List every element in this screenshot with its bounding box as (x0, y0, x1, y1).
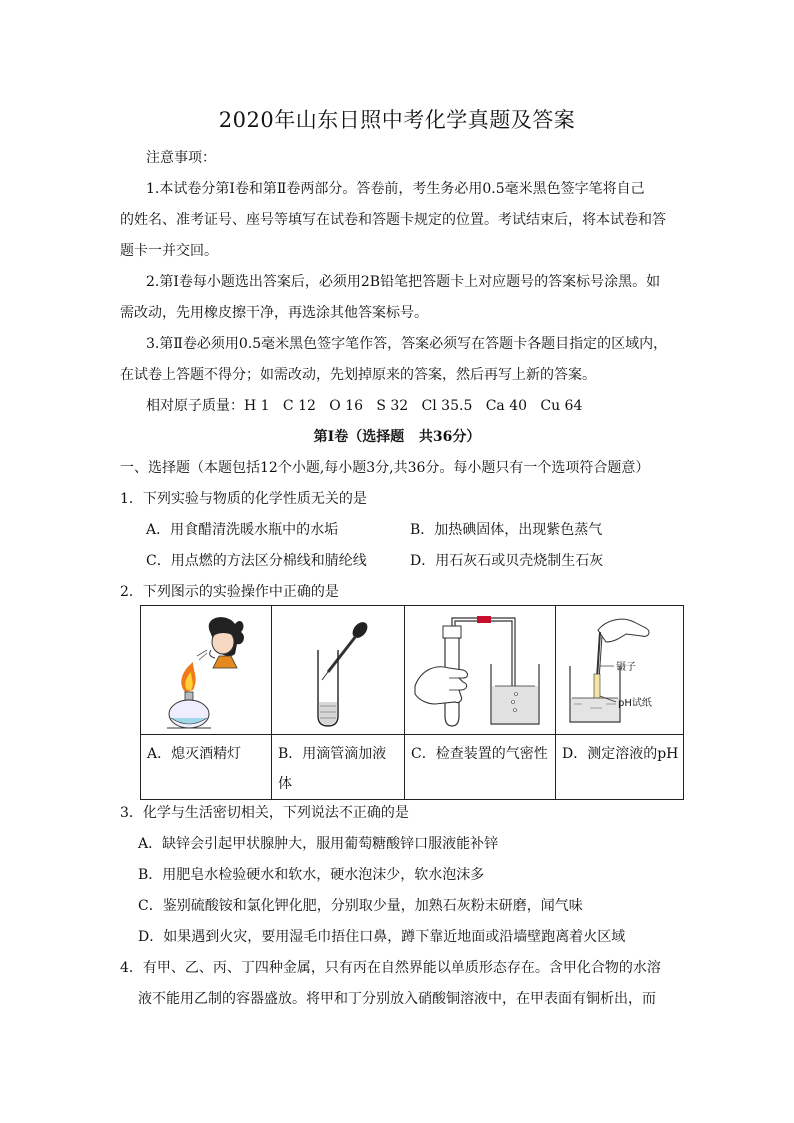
q1-option-c[interactable]: C．用点燃的方法区分棉线和腈纶线 (146, 553, 367, 569)
q3-option-d[interactable]: D．如果遇到火灾，要用湿毛巾捂住口鼻，蹲下靠近地面或沿墙壁跑离着火区域 (138, 929, 626, 945)
q3-option-c[interactable]: C．鉴别硫酸铵和氯化钾化肥，分别取少量，加熟石灰粉末研磨，闻气味 (138, 898, 583, 914)
notice-heading: 注意事项： (146, 150, 216, 166)
q2-figure-d (556, 606, 684, 735)
notice-item-1-line-2: 的姓名、准考证号、座号等填写在试卷和答题卡规定的位置。考试结束后，将本试卷和答 (120, 212, 666, 228)
notice-item-1-line-3: 题卡一并交回。 (120, 243, 218, 259)
q2-option-d[interactable]: D．测定溶液的pH (556, 735, 684, 800)
q3-option-b[interactable]: B．用肥皂水检验硬水和软水，硬水泡沫少，软水泡沫多 (138, 867, 485, 883)
q4-line-1: 4．有甲、乙、丙、丁四种金属，只有丙在自然界能以单质形态存在。含甲化合物的水溶 (120, 960, 661, 976)
q2-figure-b (272, 606, 405, 735)
q1-option-b[interactable]: B．加热碘固体，出现紫色蒸气 (410, 522, 603, 538)
notice-item-2-line-2: 需改动，先用橡皮擦干净，再选涂其他答案标号。 (120, 305, 428, 321)
alcohol-lamp-blowing-illustration (141, 606, 271, 734)
q2-stem: 2．下列图示的实验操作中正确的是 (120, 584, 339, 600)
q2-figure-a (141, 606, 272, 735)
ph-test-illustration (556, 606, 683, 734)
q2-options-table (140, 605, 684, 800)
label-tweezers: 镊子 (616, 662, 636, 673)
notice-item-2-line-1: 2.第Ⅰ卷每小题选出答案后，必须用2B铅笔把答题卡上对应题号的答案标号涂黑。如 (146, 274, 661, 290)
page-title: 2020年山东日照中考化学真题及答案 (218, 108, 576, 132)
q3-option-a[interactable]: A．缺锌会引起甲状腺肿大，服用葡萄糖酸锌口服液能补锌 (138, 836, 499, 852)
airtightness-check-illustration (405, 606, 555, 734)
notice-item-3-line-1: 3.第Ⅱ卷必须用0.5毫米黑色签字笔作答，答案必须写在答题卡各题目指定的区域内， (146, 336, 668, 352)
atomic-mass-line: 相对原子质量：H 1 C 12 O 16 S 32 Cl 35.5 Ca 40 Cu 64 (146, 398, 583, 414)
q1-stem: 1．下列实验与物质的化学性质无关的是 (120, 491, 367, 507)
q3-stem: 3．化学与生活密切相关，下列说法不正确的是 (120, 805, 409, 821)
q2-figure-c (405, 606, 556, 735)
notice-item-1-line-1: 1.本试卷分第Ⅰ卷和第Ⅱ卷两部分。答卷前，考生务必用0.5毫米黑色签字笔将自己 (146, 181, 645, 197)
notice-item-3-line-2: 在试卷上答题不得分；如需改动，先划掉原来的答案，然后再写上新的答案。 (120, 367, 596, 383)
dropper-test-tube-illustration (272, 606, 404, 734)
section-1-intro: 一、选择题（本题包括12个小题,每小题3分,共36分。每小题只有一个选项符合题意） (120, 460, 650, 476)
q2-option-a[interactable]: A．熄灭酒精灯 (141, 735, 272, 800)
label-ph-paper: pH试纸 (618, 698, 652, 709)
q2-option-c[interactable]: C．检查装置的气密性 (405, 735, 556, 800)
q1-option-a[interactable]: A．用食醋清洗暖水瓶中的水垢 (146, 522, 339, 538)
q1-option-d[interactable]: D．用石灰石或贝壳烧制生石灰 (410, 553, 604, 569)
section-1-heading: 第Ⅰ卷（选择题 共36分） (313, 429, 481, 445)
q4-line-2: 液不能用乙制的容器盛放。将甲和丁分别放入硝酸铜溶液中，在甲表面有铜析出，而 (138, 991, 656, 1007)
q2-option-b[interactable]: B．用滴管滴加液体 (272, 735, 405, 800)
